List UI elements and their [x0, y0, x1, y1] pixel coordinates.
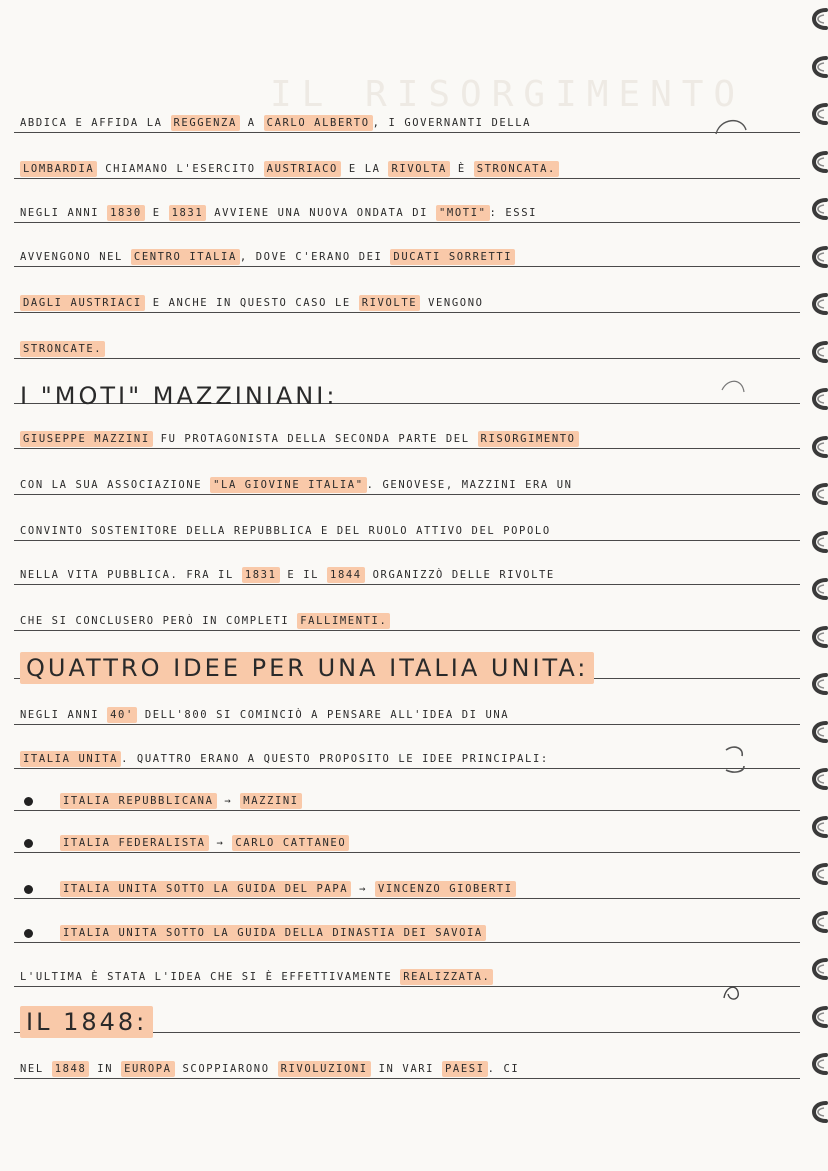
- ruled-line: [14, 1078, 800, 1079]
- highlighted-text: 40': [107, 707, 137, 723]
- highlighted-text: GIUSEPPE MAZZINI: [20, 431, 153, 447]
- bullet-dot: [24, 885, 33, 894]
- ruled-line: [14, 448, 800, 449]
- note-text: IN: [89, 1063, 122, 1075]
- highlighted-text: MAZZINI: [240, 793, 301, 809]
- spiral-ring: [806, 434, 828, 460]
- highlighted-text: ITALIA UNITA: [20, 751, 121, 767]
- heading-text: QUATTRO IDEE PER UNA ITALIA UNITA:: [20, 652, 594, 684]
- spiral-ring: [806, 861, 828, 887]
- spiral-ring: [806, 814, 828, 840]
- highlighted-text: ITALIA UNITA SOTTO LA GUIDA DEL PAPA: [60, 881, 351, 897]
- ruled-line: [14, 540, 800, 541]
- spiral-ring: [806, 529, 828, 555]
- note-line: [20, 1060, 800, 1078]
- highlighted-text: RIVOLTA: [388, 161, 449, 177]
- section-heading: [20, 382, 337, 410]
- ruled-line: [14, 986, 800, 987]
- note-line: [20, 114, 800, 132]
- spiral-ring: [806, 909, 828, 935]
- note-line: [20, 160, 800, 178]
- ruled-line: [14, 898, 800, 899]
- note-text: →: [351, 883, 375, 895]
- note-text: NEL: [20, 1063, 52, 1075]
- spiral-ring: [806, 956, 828, 982]
- note-text: : ESSI: [489, 207, 538, 219]
- note-text: IN VARI: [370, 1063, 443, 1075]
- heading-text: I "MOTI" MAZZINIANI:: [20, 382, 338, 410]
- note-line: [20, 294, 800, 312]
- spiral-ring: [806, 766, 828, 792]
- note-line: [20, 706, 800, 724]
- highlighted-text: RIVOLUZIONI: [278, 1061, 371, 1077]
- highlighted-text: EUROPA: [121, 1061, 175, 1077]
- note-text: E IL: [279, 569, 328, 581]
- note-text: NEGLI ANNI: [20, 207, 108, 219]
- note-text: , DOVE C'ERANO DEI: [239, 251, 391, 263]
- highlighted-text: DAGLI AUSTRIACI: [20, 295, 145, 311]
- note-text: AVVIENE UNA NUOVA ONDATA DI: [206, 207, 437, 219]
- note-text: E ANCHE IN QUESTO CASO LE: [144, 297, 359, 309]
- ruled-line: [14, 222, 800, 223]
- spiral-ring: [806, 481, 828, 507]
- ruled-line: [14, 810, 800, 811]
- ruled-line: [14, 132, 800, 133]
- bullet-dot: [24, 929, 33, 938]
- note-text: SCOPPIARONO: [174, 1063, 278, 1075]
- highlighted-text: ITALIA REPUBBLICANA: [60, 793, 217, 809]
- highlighted-text: 1831: [242, 567, 280, 583]
- highlighted-text: ITALIA FEDERALISTA: [60, 835, 209, 851]
- spiral-ring: [806, 54, 828, 80]
- spiral-ring: [806, 244, 828, 270]
- highlighted-text: REGGENZA: [171, 115, 240, 131]
- bullet-dot: [24, 797, 33, 806]
- highlighted-text: LOMBARDIA: [20, 161, 97, 177]
- highlighted-text: "MOTI": [436, 205, 490, 221]
- highlighted-text: 1848: [52, 1061, 90, 1077]
- highlighted-text: CARLO CATTANEO: [232, 835, 349, 851]
- note-line: [60, 834, 800, 852]
- note-line: [20, 522, 800, 540]
- note-text: DELL'800 SI COMINCIÒ A PENSARE ALL'IDEA DI UNA: [136, 709, 510, 721]
- note-text: CHIAMANO L'ESERCITO: [97, 163, 264, 175]
- highlighted-text: AUSTRIACO: [264, 161, 341, 177]
- spiral-ring: [806, 6, 828, 32]
- scribble-doodle: [718, 980, 748, 1006]
- spiral-ring: [806, 1051, 828, 1077]
- note-line: [20, 248, 800, 266]
- spiral-ring: [806, 339, 828, 365]
- curl-doodle: [718, 376, 748, 400]
- note-text: CONVINTO SOSTENITORE DELLA REPUBBLICA E DEL RUOLO ATTIVO DEL POPOLO: [20, 525, 551, 537]
- ruled-line: [14, 266, 800, 267]
- note-line: [20, 612, 800, 630]
- ruled-line: [14, 312, 800, 313]
- note-text: . GENOVESE, MAZZINI ERA UN: [366, 479, 573, 491]
- highlighted-text: CENTRO ITALIA: [131, 249, 240, 265]
- note-text: AVVENGONO NEL: [20, 251, 131, 263]
- highlighted-text: RIVOLTE: [359, 295, 420, 311]
- note-line: [20, 476, 800, 494]
- curl-doodle: [712, 112, 752, 142]
- note-text: ORGANIZZÒ DELLE RIVOLTE: [364, 569, 555, 581]
- note-text: A: [239, 117, 264, 129]
- note-text: L'ULTIMA È STATA L'IDEA CHE SI È EFFETTIVAMENTE: [20, 971, 401, 983]
- highlighted-text: VINCENZO GIOBERTI: [375, 881, 516, 897]
- note-line: [20, 340, 800, 358]
- note-text: , I GOVERNANTI DELLA: [372, 117, 532, 129]
- ruled-line: [14, 942, 800, 943]
- highlighted-text: REALIZZATA.: [400, 969, 493, 985]
- note-line: [20, 204, 800, 222]
- highlighted-text: "LA GIOVINE ITALIA": [210, 477, 367, 493]
- highlighted-text: RISORGIMENTO: [478, 431, 579, 447]
- heading-text: IL 1848:: [20, 1006, 153, 1038]
- ruled-line: [14, 494, 800, 495]
- spiral-ring: [806, 291, 828, 317]
- highlighted-text: 1844: [327, 567, 365, 583]
- note-text: →: [216, 795, 241, 807]
- note-line: [20, 430, 800, 448]
- ghost-title: IL RISORGIMENTO: [270, 74, 746, 115]
- note-text: È: [449, 163, 474, 175]
- ruled-line: [14, 768, 800, 769]
- ruled-line: [14, 178, 800, 179]
- highlighted-text: STRONCATE.: [20, 341, 105, 357]
- note-line: [20, 750, 800, 768]
- note-text: ABDICA E AFFIDA LA: [20, 117, 171, 129]
- section-heading: [20, 1008, 153, 1036]
- note-text: NEGLI ANNI: [20, 709, 108, 721]
- spiral-ring: [806, 624, 828, 650]
- note-text: CHE SI CONCLUSERO PERÒ IN COMPLETI: [20, 615, 298, 627]
- ruled-line: [14, 358, 800, 359]
- highlighted-text: 1830: [107, 205, 145, 221]
- spiral-ring: [806, 1004, 828, 1030]
- highlighted-text: CARLO ALBERTO: [264, 115, 373, 131]
- spiral-ring: [806, 671, 828, 697]
- note-text: VENGONO: [420, 297, 484, 309]
- note-text: . CI: [487, 1063, 520, 1075]
- note-text: FU PROTAGONISTA DELLA SECONDA PARTE DEL: [152, 433, 478, 445]
- ruled-line: [14, 630, 800, 631]
- section-heading: [20, 654, 594, 682]
- spiral-ring: [806, 149, 828, 175]
- note-line: [20, 566, 800, 584]
- note-text: . QUATTRO ERANO A QUESTO PROPOSITO LE IDEE PRINCIPALI:: [121, 753, 549, 765]
- note-line: [60, 880, 800, 898]
- bracket-doodle: [720, 742, 750, 776]
- bullet-dot: [24, 839, 33, 848]
- highlighted-text: DUCATI SORRETTI: [390, 249, 515, 265]
- spiral-ring: [806, 101, 828, 127]
- note-text: E LA: [340, 163, 389, 175]
- note-text: E: [144, 207, 169, 219]
- highlighted-text: PAESI: [442, 1061, 488, 1077]
- ruled-line: [14, 724, 800, 725]
- note-text: CON LA SUA ASSOCIAZIONE: [20, 479, 211, 491]
- note-text: →: [208, 837, 233, 849]
- note-line: [20, 968, 800, 986]
- note-line: [60, 792, 800, 810]
- highlighted-text: ITALIA UNITA SOTTO LA GUIDA DELLA DINASTIA DEI SAVOIA: [60, 925, 486, 941]
- highlighted-text: 1831: [169, 205, 207, 221]
- highlighted-text: FALLIMENTI.: [297, 613, 390, 629]
- spiral-ring: [806, 386, 828, 412]
- note-line: [60, 924, 800, 942]
- ruled-line: [14, 584, 800, 585]
- spiral-ring: [806, 576, 828, 602]
- note-text: NELLA VITA PUBBLICA. FRA IL: [20, 569, 242, 581]
- ruled-line: [14, 852, 800, 853]
- highlighted-text: STRONCATA.: [474, 161, 559, 177]
- spiral-ring: [806, 719, 828, 745]
- spiral-ring: [806, 1099, 828, 1125]
- spiral-ring: [806, 196, 828, 222]
